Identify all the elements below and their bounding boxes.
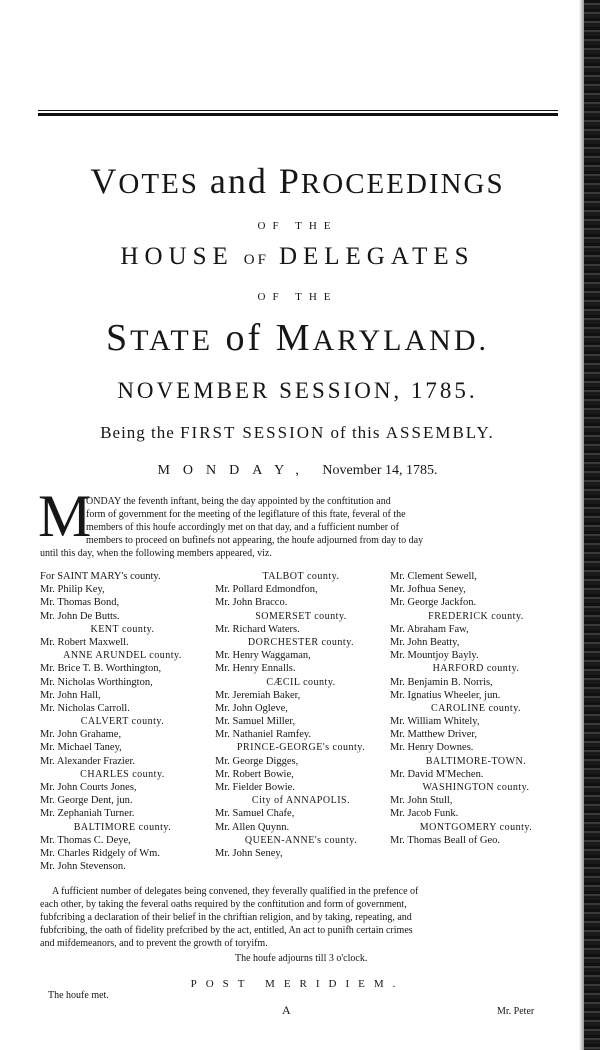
catchword: Mr. Peter	[497, 1006, 535, 1017]
intro-line-3: members of this houfe accordingly met on that day, and a fufficient number of	[86, 522, 399, 533]
member-name: Mr. William Whitely,	[390, 716, 480, 728]
county-heading: QUEEN-ANNE's county.	[244, 834, 358, 846]
member-name: Mr. John Bracco.	[215, 597, 288, 609]
member-name: Mr. George Jackfon.	[390, 597, 477, 609]
county-heading: For SAINT MARY's county.	[40, 571, 161, 582]
of-the-line-2: OF THE	[257, 291, 338, 303]
date-line	[30, 463, 565, 479]
member-name: Mr. Abraham Faw,	[390, 623, 469, 635]
closing-line-5: and mifdemeanors, and to prevent the growth of toryifm.	[40, 938, 268, 949]
title-house: HOUSE	[120, 243, 234, 270]
page-binding-edge	[584, 0, 600, 1050]
member-name: Mr. Samuel Chafe,	[215, 808, 295, 820]
member-name: Mr. Robert Maxwell.	[40, 636, 129, 648]
member-name: Mr. George Dent, jun.	[40, 795, 133, 807]
members-column-2	[215, 570, 387, 860]
county-heading: ANNE ARUNDEL county.	[63, 650, 182, 662]
day-name: MONDAY,	[157, 463, 312, 478]
county-heading: KENT county.	[90, 623, 155, 635]
member-name: Mr. John Stull,	[390, 795, 453, 807]
title-state-of-maryland	[30, 316, 565, 360]
member-name: Mr. George Digges,	[215, 755, 299, 767]
signature-mark: A	[282, 1003, 291, 1017]
title-delegates: DELEGATES	[278, 243, 475, 270]
assembly-text: ASSEMBLY.	[385, 423, 495, 442]
first-session-text: FIRST SESSION	[180, 423, 326, 442]
title-word: OTES	[118, 168, 199, 200]
adjourn-line: The houfe adjourns till 3 o'clock.	[235, 953, 368, 964]
county-heading: BALTIMORE-TOWN.	[425, 755, 527, 767]
county-heading: CAROLINE county.	[430, 702, 522, 714]
member-name: Mr. Benjamin B. Norris,	[390, 676, 493, 688]
title-word: TATE	[130, 324, 214, 357]
title-house-of-delegates	[30, 243, 565, 271]
member-name: Mr. Matthew Driver,	[390, 729, 478, 741]
member-name: Mr. Nicholas Worthington,	[40, 676, 153, 688]
member-name: Mr. Mountjoy Bayly.	[390, 650, 479, 662]
intro-line-4: members to proceed on bufinefs not appearing, the houfe adjourned from day to day	[86, 535, 424, 546]
house-met-text: The houfe met.	[48, 990, 109, 1001]
member-name: Mr. John Seney,	[215, 847, 283, 859]
county-heading: PRINCE-GEORGE's county.	[236, 742, 366, 754]
county-heading: MONTGOMERY county.	[419, 821, 533, 833]
top-rule-thick	[38, 113, 558, 116]
members-column-1	[40, 570, 205, 873]
member-name: Mr. Henry Ennalls.	[215, 663, 296, 675]
member-name: Mr. Thomas Bond,	[40, 597, 120, 609]
member-name: Mr. Richard Waters.	[215, 623, 300, 635]
member-name: Mr. John Grahame,	[40, 729, 122, 741]
member-name: Mr. Nathaniel Ramfey.	[215, 729, 312, 741]
county-heading: City of ANNAPOLIS.	[251, 795, 351, 807]
member-name: Mr. Brice T. B. Worthington,	[40, 663, 162, 675]
date-text: November 14, 1785.	[322, 463, 438, 478]
closing-line-2: each other, by taking the feveral oaths required by the conftitution and form of government,	[40, 899, 407, 910]
intro-line-2: form of government for the meeting of the legiflature of this ftate, feveral of the	[86, 509, 406, 520]
member-name: Mr. Robert Bowie,	[215, 768, 294, 780]
member-name: Mr. Samuel Miller,	[215, 716, 296, 728]
title-word: ROCEEDINGS	[300, 168, 505, 200]
title-word: P	[278, 161, 301, 201]
intro-line-1: ONDAY the feventh inftant, being the day appointed by the conftitution and	[86, 496, 391, 507]
member-name: Mr. Jacob Funk.	[390, 808, 459, 820]
member-name: Mr. Thomas Beall of Geo.	[390, 834, 501, 846]
session-title: NOVEMBER SESSION, 1785.	[117, 378, 478, 403]
members-column-3	[390, 570, 562, 847]
title-word: M	[275, 317, 313, 359]
member-name: Mr. Zephaniah Turner.	[40, 808, 135, 820]
member-name: Mr. Charles Ridgely of Wm.	[40, 847, 160, 859]
title-word: S	[105, 317, 131, 359]
member-name: Mr. Philip Key,	[40, 584, 105, 596]
of-the-line-1: OF THE	[257, 220, 338, 232]
title-word: ARYLAND.	[312, 324, 490, 357]
county-heading: CHARLES county.	[80, 768, 165, 780]
county-heading: CALVERT county.	[80, 716, 165, 728]
member-name: Mr. Nicholas Carroll.	[40, 702, 130, 714]
county-heading: HARFORD county.	[432, 663, 520, 675]
county-heading: BALTIMORE county.	[73, 821, 172, 833]
closing-line-3: fubfcribing a declaration of their belief in the chriftian religion, and by taking, repeating, and	[40, 912, 412, 923]
member-name: Mr. Ignatius Wheeler, jun.	[390, 689, 501, 701]
county-heading: CÆCIL county.	[266, 676, 336, 688]
closing-line-1: A fufficient number of delegates being convened, they feverally qualified in the prefence of	[52, 886, 419, 897]
member-name: Mr. John Beatty,	[390, 636, 460, 648]
member-name: Mr. Jofhua Seney,	[390, 584, 466, 596]
member-name: Mr. Thomas C. Deye,	[40, 834, 131, 846]
member-name: Mr. Henry Downes.	[390, 742, 474, 754]
member-name: Mr. Jeremiah Baker,	[215, 689, 301, 701]
of-this-text: of this	[325, 423, 386, 442]
member-name: Mr. John Stevenson.	[40, 861, 126, 873]
county-heading: WASHINGTON county.	[422, 782, 530, 793]
member-name: Mr. Henry Waggaman,	[215, 650, 311, 662]
member-name: Mr. David M'Mechen.	[390, 768, 484, 780]
county-heading: TALBOT county.	[262, 571, 340, 582]
title-word: and	[198, 161, 279, 201]
county-heading: DORCHESTER county.	[247, 636, 355, 648]
member-name: Mr. John De Butts.	[40, 610, 120, 622]
top-rule-thin	[38, 110, 558, 111]
post-meridiem-heading: POST MERIDIEM.	[190, 978, 405, 990]
title-word: V	[90, 161, 119, 201]
first-session-line	[30, 423, 565, 443]
member-name: Mr. John Courts Jones,	[40, 782, 137, 793]
title-votes-proceedings	[30, 160, 565, 202]
being-text: Being the	[100, 423, 181, 442]
county-heading: SOMERSET county.	[255, 610, 347, 622]
drop-cap: M	[38, 483, 92, 549]
member-name: Mr. Fielder Bowie.	[215, 782, 295, 793]
member-name: Mr. John Hall,	[40, 689, 101, 701]
intro-line-5: until this day, when the following members appeared, viz.	[40, 548, 272, 559]
member-name: Mr. John Ogleve,	[215, 702, 288, 714]
member-name: Mr. Allen Quynn.	[215, 821, 290, 833]
closing-line-4: fubfcribing, the oath of fidelity prefcribed by the act, entitled, An act to punifh certain crimes	[40, 925, 413, 936]
title-word: of	[213, 317, 276, 359]
member-name: Mr. Clement Sewell,	[390, 571, 477, 582]
member-name: Mr. Alexander Frazier.	[40, 755, 136, 767]
member-name: Mr. Pollard Edmondfon,	[215, 584, 318, 596]
member-name: Mr. Michael Taney,	[40, 742, 122, 754]
county-heading: FREDERICK county.	[428, 610, 524, 622]
title-of: OF	[243, 252, 269, 268]
